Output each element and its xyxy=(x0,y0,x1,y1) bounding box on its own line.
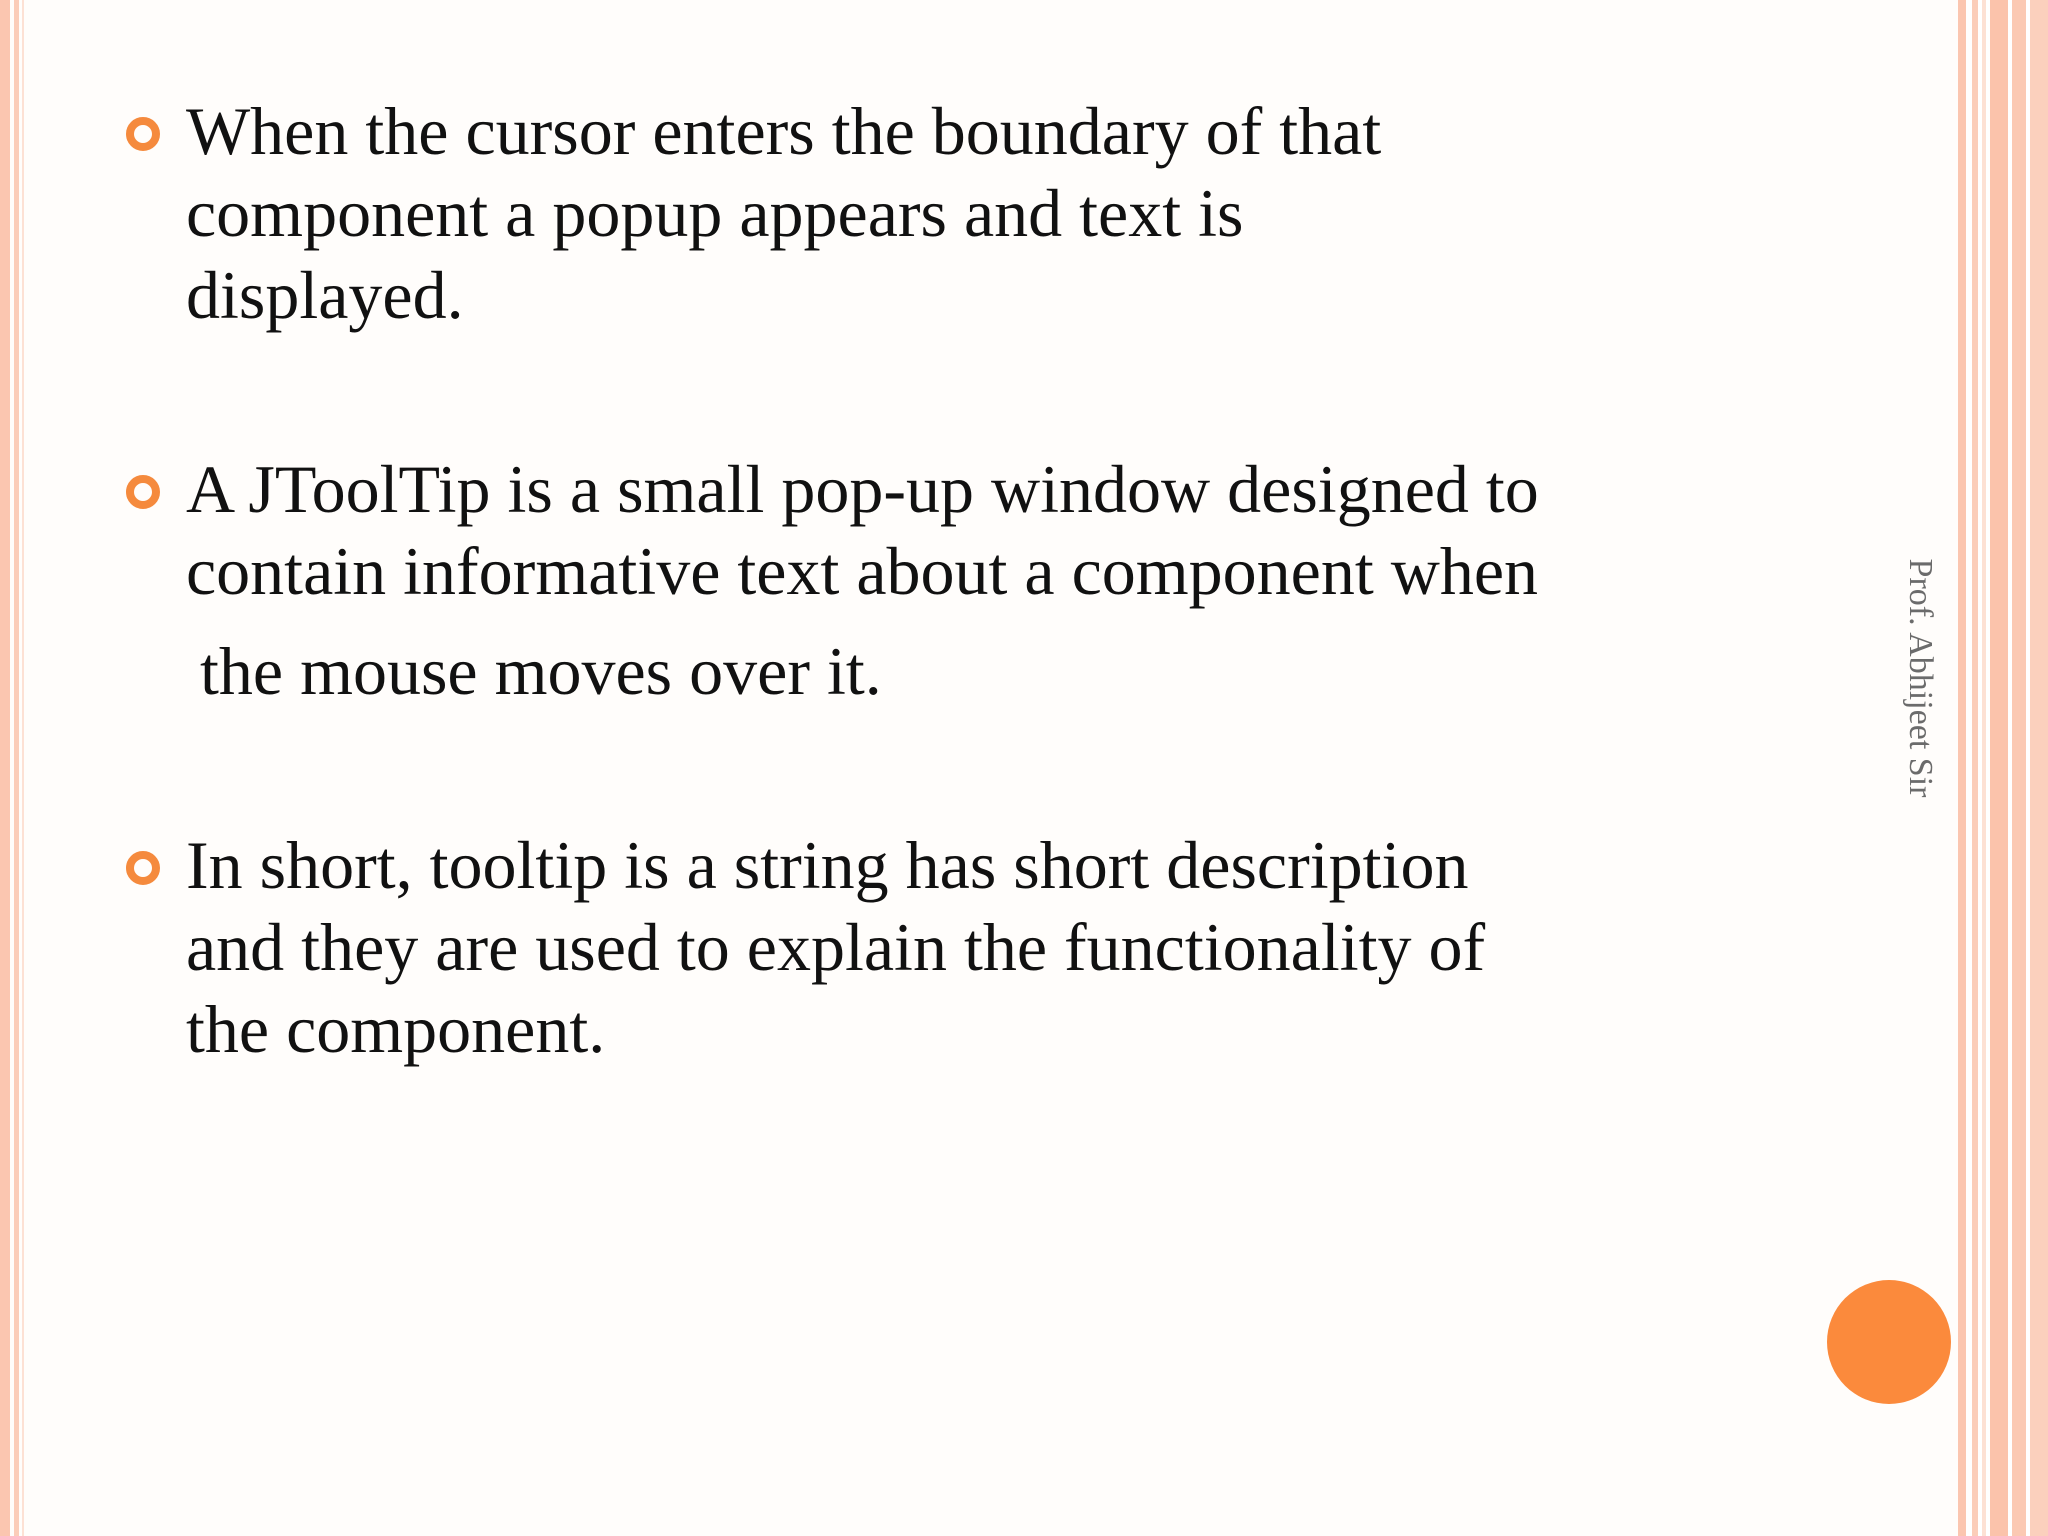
ring-bullet-icon xyxy=(126,117,160,151)
bullet-text-line: In short, tooltip is a string has short description xyxy=(186,827,1469,903)
right-border-stripe xyxy=(1958,0,1966,1536)
decorative-orange-circle xyxy=(1827,1280,1951,1404)
left-border-stripe xyxy=(14,0,19,1536)
bullet-item xyxy=(120,448,1800,712)
bullet-text-line: displayed. xyxy=(186,257,464,333)
right-border-stripe xyxy=(1982,0,1986,1536)
ring-bullet-icon xyxy=(126,475,160,509)
bullet-item xyxy=(120,90,1800,336)
author-credit: Prof. Abhijeet Sir xyxy=(1902,558,1939,798)
bullet-text-line: When the cursor enters the boundary of that xyxy=(186,93,1382,169)
right-border-stripe xyxy=(2012,0,2026,1536)
bullet-text-line: the mouse moves over it. xyxy=(200,633,882,709)
bullet-item xyxy=(120,824,1800,1070)
right-border-stripe xyxy=(1990,0,2008,1536)
left-border-stripe xyxy=(22,0,24,1536)
slide-content xyxy=(120,90,1800,1070)
bullet-text-line: A JToolTip is a small pop-up window designed to xyxy=(186,451,1539,527)
bullet-text-line: contain informative text about a component when xyxy=(186,533,1539,609)
left-border-stripe xyxy=(0,0,10,1536)
right-border-stripe xyxy=(2030,0,2048,1536)
bullet-text-line: the component. xyxy=(186,991,606,1067)
right-border-stripe xyxy=(1972,0,1978,1536)
bullet-text-line: and they are used to explain the functionality of xyxy=(186,909,1486,985)
bullet-text-line: component a popup appears and text is xyxy=(186,175,1244,251)
ring-bullet-icon xyxy=(126,851,160,885)
